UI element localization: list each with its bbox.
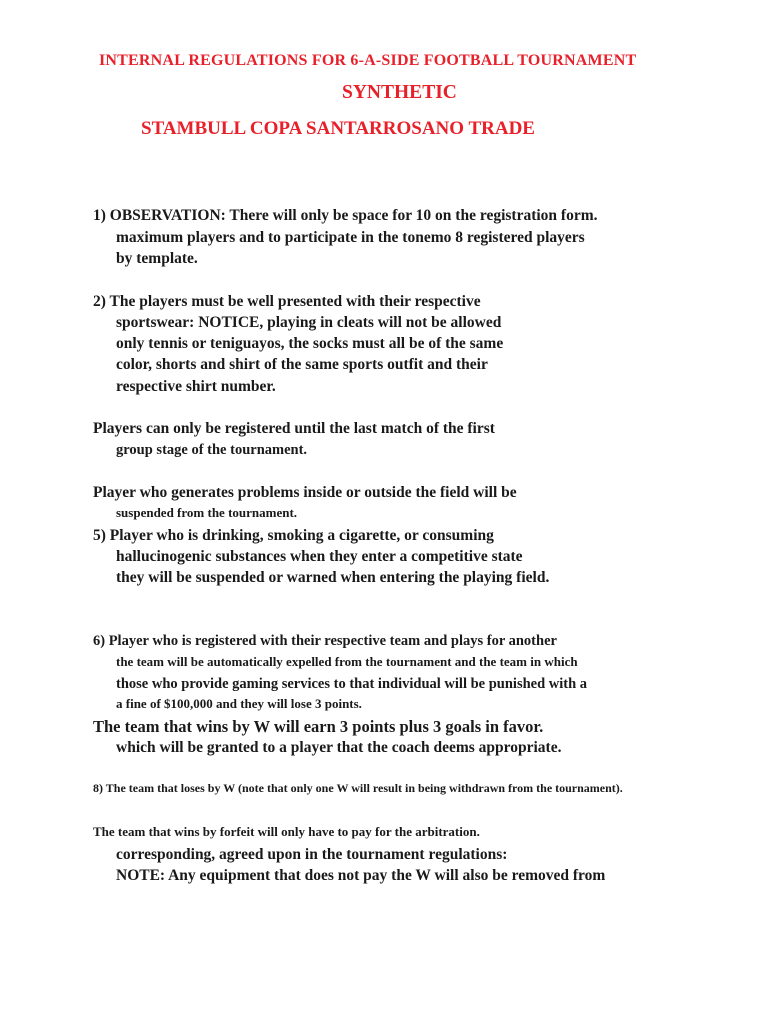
rule-9-line-1: The team that wins by forfeit will only have to pay for the arbitration. bbox=[93, 824, 480, 839]
title-line-2: SYNTHETIC bbox=[342, 82, 457, 103]
rule-6-line-1: 6) Player who is registered with their respective team and plays for another bbox=[93, 633, 557, 649]
rule-9-line-3: NOTE: Any equipment that does not pay the W will also be removed from bbox=[116, 867, 606, 884]
rule-1-line-3: by template. bbox=[116, 250, 198, 267]
rule-7-line-1: The team that wins by W will earn 3 points plus 3 goals in favor. bbox=[93, 717, 544, 736]
title-line-1: INTERNAL REGULATIONS FOR 6-A-SIDE FOOTBALL TOURNAMENT bbox=[99, 52, 637, 69]
rule-3-line-2: group stage of the tournament. bbox=[116, 442, 308, 458]
rule-8-line-1: 8) The team that loses by W (note that only one W will result in being withdrawn from the tournament). bbox=[93, 781, 623, 795]
rule-1-line-2: maximum players and to participate in the tonemo 8 registered players bbox=[116, 229, 585, 246]
rule-6-line-3: those who provide gaming services to that individual will be punished with a bbox=[116, 676, 588, 692]
rule-2-line-2: sportswear: NOTICE, playing in cleats will not be allowed bbox=[116, 314, 502, 331]
rule-4-line-2: suspended from the tournament. bbox=[116, 505, 298, 520]
title-line-3: STAMBULL COPA SANTARROSANO TRADE bbox=[141, 118, 535, 139]
rule-2-line-4: color, shorts and shirt of the same sports outfit and their bbox=[116, 356, 488, 373]
rule-7-line-2: which will be granted to a player that the coach deems appropriate. bbox=[116, 739, 562, 756]
rule-6-line-2: the team will be automatically expelled from the tournament and the team in which bbox=[116, 654, 578, 669]
rule-6-line-4: a fine of $100,000 and they will lose 3 points. bbox=[116, 696, 362, 711]
rule-2-line-5: respective shirt number. bbox=[116, 378, 276, 395]
rule-2-line-1: 2) The players must be well presented with their respective bbox=[93, 293, 481, 310]
rule-3-line-1: Players can only be registered until the last match of the first bbox=[93, 420, 495, 437]
rule-5-line-3: they will be suspended or warned when entering the playing field. bbox=[116, 569, 550, 586]
rule-5-line-2: hallucinogenic substances when they enter a competitive state bbox=[116, 548, 523, 565]
rule-2-line-3: only tennis or teniguayos, the socks must all be of the same bbox=[116, 335, 504, 352]
rule-5-line-1: 5) Player who is drinking, smoking a cigarette, or consuming bbox=[93, 527, 494, 544]
rule-1-line-1: 1) OBSERVATION: There will only be space for 10 on the registration form. bbox=[93, 207, 598, 224]
rule-9-line-2: corresponding, agreed upon in the tournament regulations: bbox=[116, 846, 508, 863]
rule-4-line-1: Player who generates problems inside or outside the field will be bbox=[93, 484, 517, 501]
